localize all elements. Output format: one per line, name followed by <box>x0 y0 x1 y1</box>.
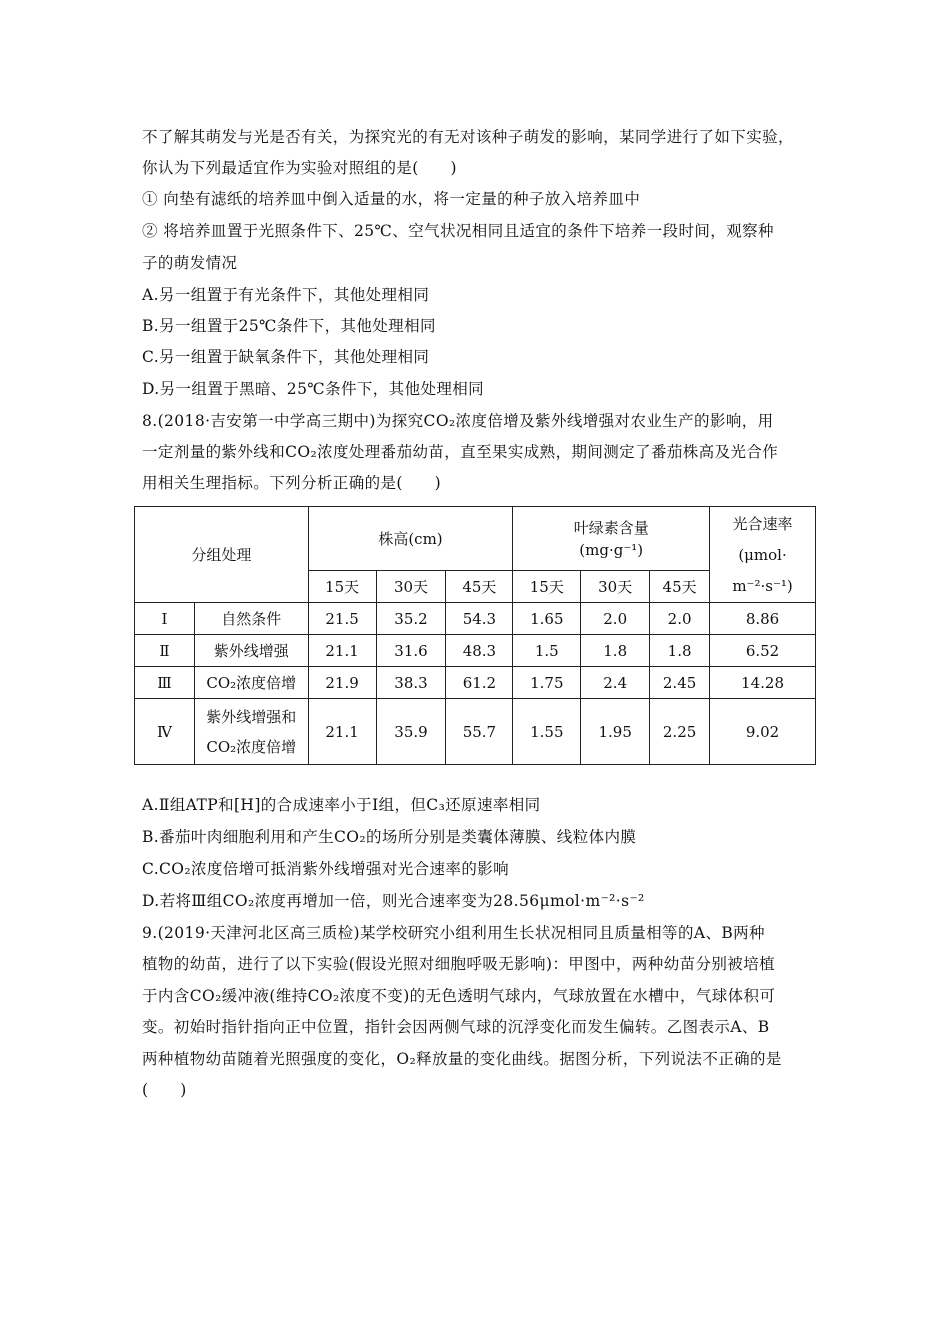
cell-value: 1.5 <box>513 635 581 667</box>
q7-step-2-line-1: ② 将培养皿置于光照条件下、25℃、空气状况相同且适宜的条件下培养一段时间，观察种 <box>142 222 774 240</box>
header-day: 45天 <box>446 571 513 603</box>
header-group: 分组处理 <box>135 507 309 603</box>
q7-option-b: B.另一组置于25℃条件下，其他处理相同 <box>142 317 436 335</box>
cell-value: 2.0 <box>581 603 650 635</box>
cell-value: 8.86 <box>710 603 816 635</box>
header-day: 30天 <box>581 571 650 603</box>
cell-value: 6.52 <box>710 635 816 667</box>
q8-option-d: D.若将Ⅲ组CO₂浓度再增加一倍，则光合速率变为28.56μmol·m⁻²·s⁻² <box>142 892 645 910</box>
cell-value: 35.2 <box>376 603 446 635</box>
header-day: 30天 <box>376 571 446 603</box>
cell-value: 1.75 <box>513 667 581 699</box>
q9-stem-line-4: 变。初始时指针指向正中位置，指针会因两侧气球的沉浮变化而发生偏转。乙图表示A、B <box>142 1018 770 1036</box>
header-day: 15天 <box>513 571 581 603</box>
q7-option-a: A.另一组置于有光条件下，其他处理相同 <box>142 286 430 304</box>
cell-value: 31.6 <box>376 635 446 667</box>
q7-option-d: D.另一组置于黑暗、25℃条件下，其他处理相同 <box>142 380 485 398</box>
q7-step-2-line-2: 子的萌发情况 <box>142 254 238 272</box>
q8-option-a: A.Ⅱ组ATP和[H]的合成速率小于Ⅰ组，但C₃还原速率相同 <box>142 796 541 814</box>
header-photosynthesis-rate: 光合速率 (μmol· m⁻²·s⁻¹) <box>710 507 816 603</box>
cell-value: 1.65 <box>513 603 581 635</box>
cell-value: 2.4 <box>581 667 650 699</box>
group-treatment: 紫外线增强和 CO₂浓度倍增 <box>194 699 308 765</box>
cell-value: 61.2 <box>446 667 513 699</box>
q8-stem-line-3: 用相关生理指标。下列分析正确的是( ) <box>142 474 442 492</box>
q9-stem-line-2: 植物的幼苗，进行了以下实验(假设光照对细胞呼吸无影响)：甲图中，两种幼苗分别被培植 <box>142 955 775 973</box>
cell-value: 14.28 <box>710 667 816 699</box>
q9-stem-line-5: 两种植物幼苗随着光照强度的变化，O₂释放量的变化曲线。据图分析，下列说法不正确的是 <box>142 1050 782 1068</box>
cell-value: 1.8 <box>581 635 650 667</box>
cell-value: 9.02 <box>710 699 816 765</box>
cell-value: 2.0 <box>650 603 710 635</box>
cell-value: 21.1 <box>308 635 376 667</box>
group-id: Ⅱ <box>135 635 195 667</box>
table-row <box>135 635 816 667</box>
group-id: Ⅰ <box>135 603 195 635</box>
cell-value: 21.1 <box>308 699 376 765</box>
group-treatment: CO₂浓度倍增 <box>194 667 308 699</box>
cell-value: 35.9 <box>376 699 446 765</box>
cell-value: 1.8 <box>650 635 710 667</box>
cell-value: 2.45 <box>650 667 710 699</box>
q8-option-c: C.CO₂浓度倍增可抵消紫外线增强对光合速率的影响 <box>142 860 510 878</box>
header-day: 15天 <box>308 571 376 603</box>
group-treatment: 紫外线增强 <box>194 635 308 667</box>
q8-option-b: B.番茄叶肉细胞利用和产生CO₂的场所分别是类囊体薄膜、线粒体内膜 <box>142 828 637 846</box>
cell-value: 21.9 <box>308 667 376 699</box>
q7-step-1: ① 向垫有滤纸的培养皿中倒入适量的水，将一定量的种子放入培养皿中 <box>142 190 641 208</box>
q8-stem-line-1: 8.(2018·吉安第一中学高三期中)为探究CO₂浓度倍增及紫外线增强对农业生产的影响，用 <box>142 412 774 430</box>
q7-option-c: C.另一组置于缺氧条件下，其他处理相同 <box>142 348 430 366</box>
q8-stem-line-2: 一定剂量的紫外线和CO₂浓度处理番茄幼苗，直至果实成熟，期间测定了番茄株高及光合作 <box>142 443 779 461</box>
table-row <box>135 667 816 699</box>
cell-value: 1.55 <box>513 699 581 765</box>
q9-stem-line-6: ( ) <box>142 1081 187 1099</box>
header-plant-height: 株高(cm) <box>308 507 513 571</box>
header-chlorophyll: 叶绿素含量 (mg·g⁻¹) <box>513 507 710 571</box>
cell-value: 38.3 <box>376 667 446 699</box>
table-row <box>135 699 816 765</box>
cell-value: 54.3 <box>446 603 513 635</box>
cell-value: 48.3 <box>446 635 513 667</box>
table-row <box>135 603 816 635</box>
group-id: Ⅳ <box>135 699 195 765</box>
q9-stem-line-1: 9.(2019·天津河北区高三质检)某学校研究小组利用生长状况相同且质量相等的A、B两种 <box>142 924 765 942</box>
q7-intro-line-1: 不了解其萌发与光是否有关，为探究光的有无对该种子萌发的影响，某同学进行了如下实验， <box>142 128 794 146</box>
group-id: Ⅲ <box>135 667 195 699</box>
cell-value: 2.25 <box>650 699 710 765</box>
group-treatment: 自然条件 <box>194 603 308 635</box>
q7-intro-line-2: 你认为下列最适宜作为实验对照组的是( ) <box>142 159 457 177</box>
cell-value: 21.5 <box>308 603 376 635</box>
q8-data-table <box>134 506 816 765</box>
q9-stem-line-3: 于内含CO₂缓冲液(维持CO₂浓度不变)的无色透明气球内，气球放置在水槽中，气球体积可 <box>142 987 776 1005</box>
cell-value: 1.95 <box>581 699 650 765</box>
header-day: 45天 <box>650 571 710 603</box>
cell-value: 55.7 <box>446 699 513 765</box>
